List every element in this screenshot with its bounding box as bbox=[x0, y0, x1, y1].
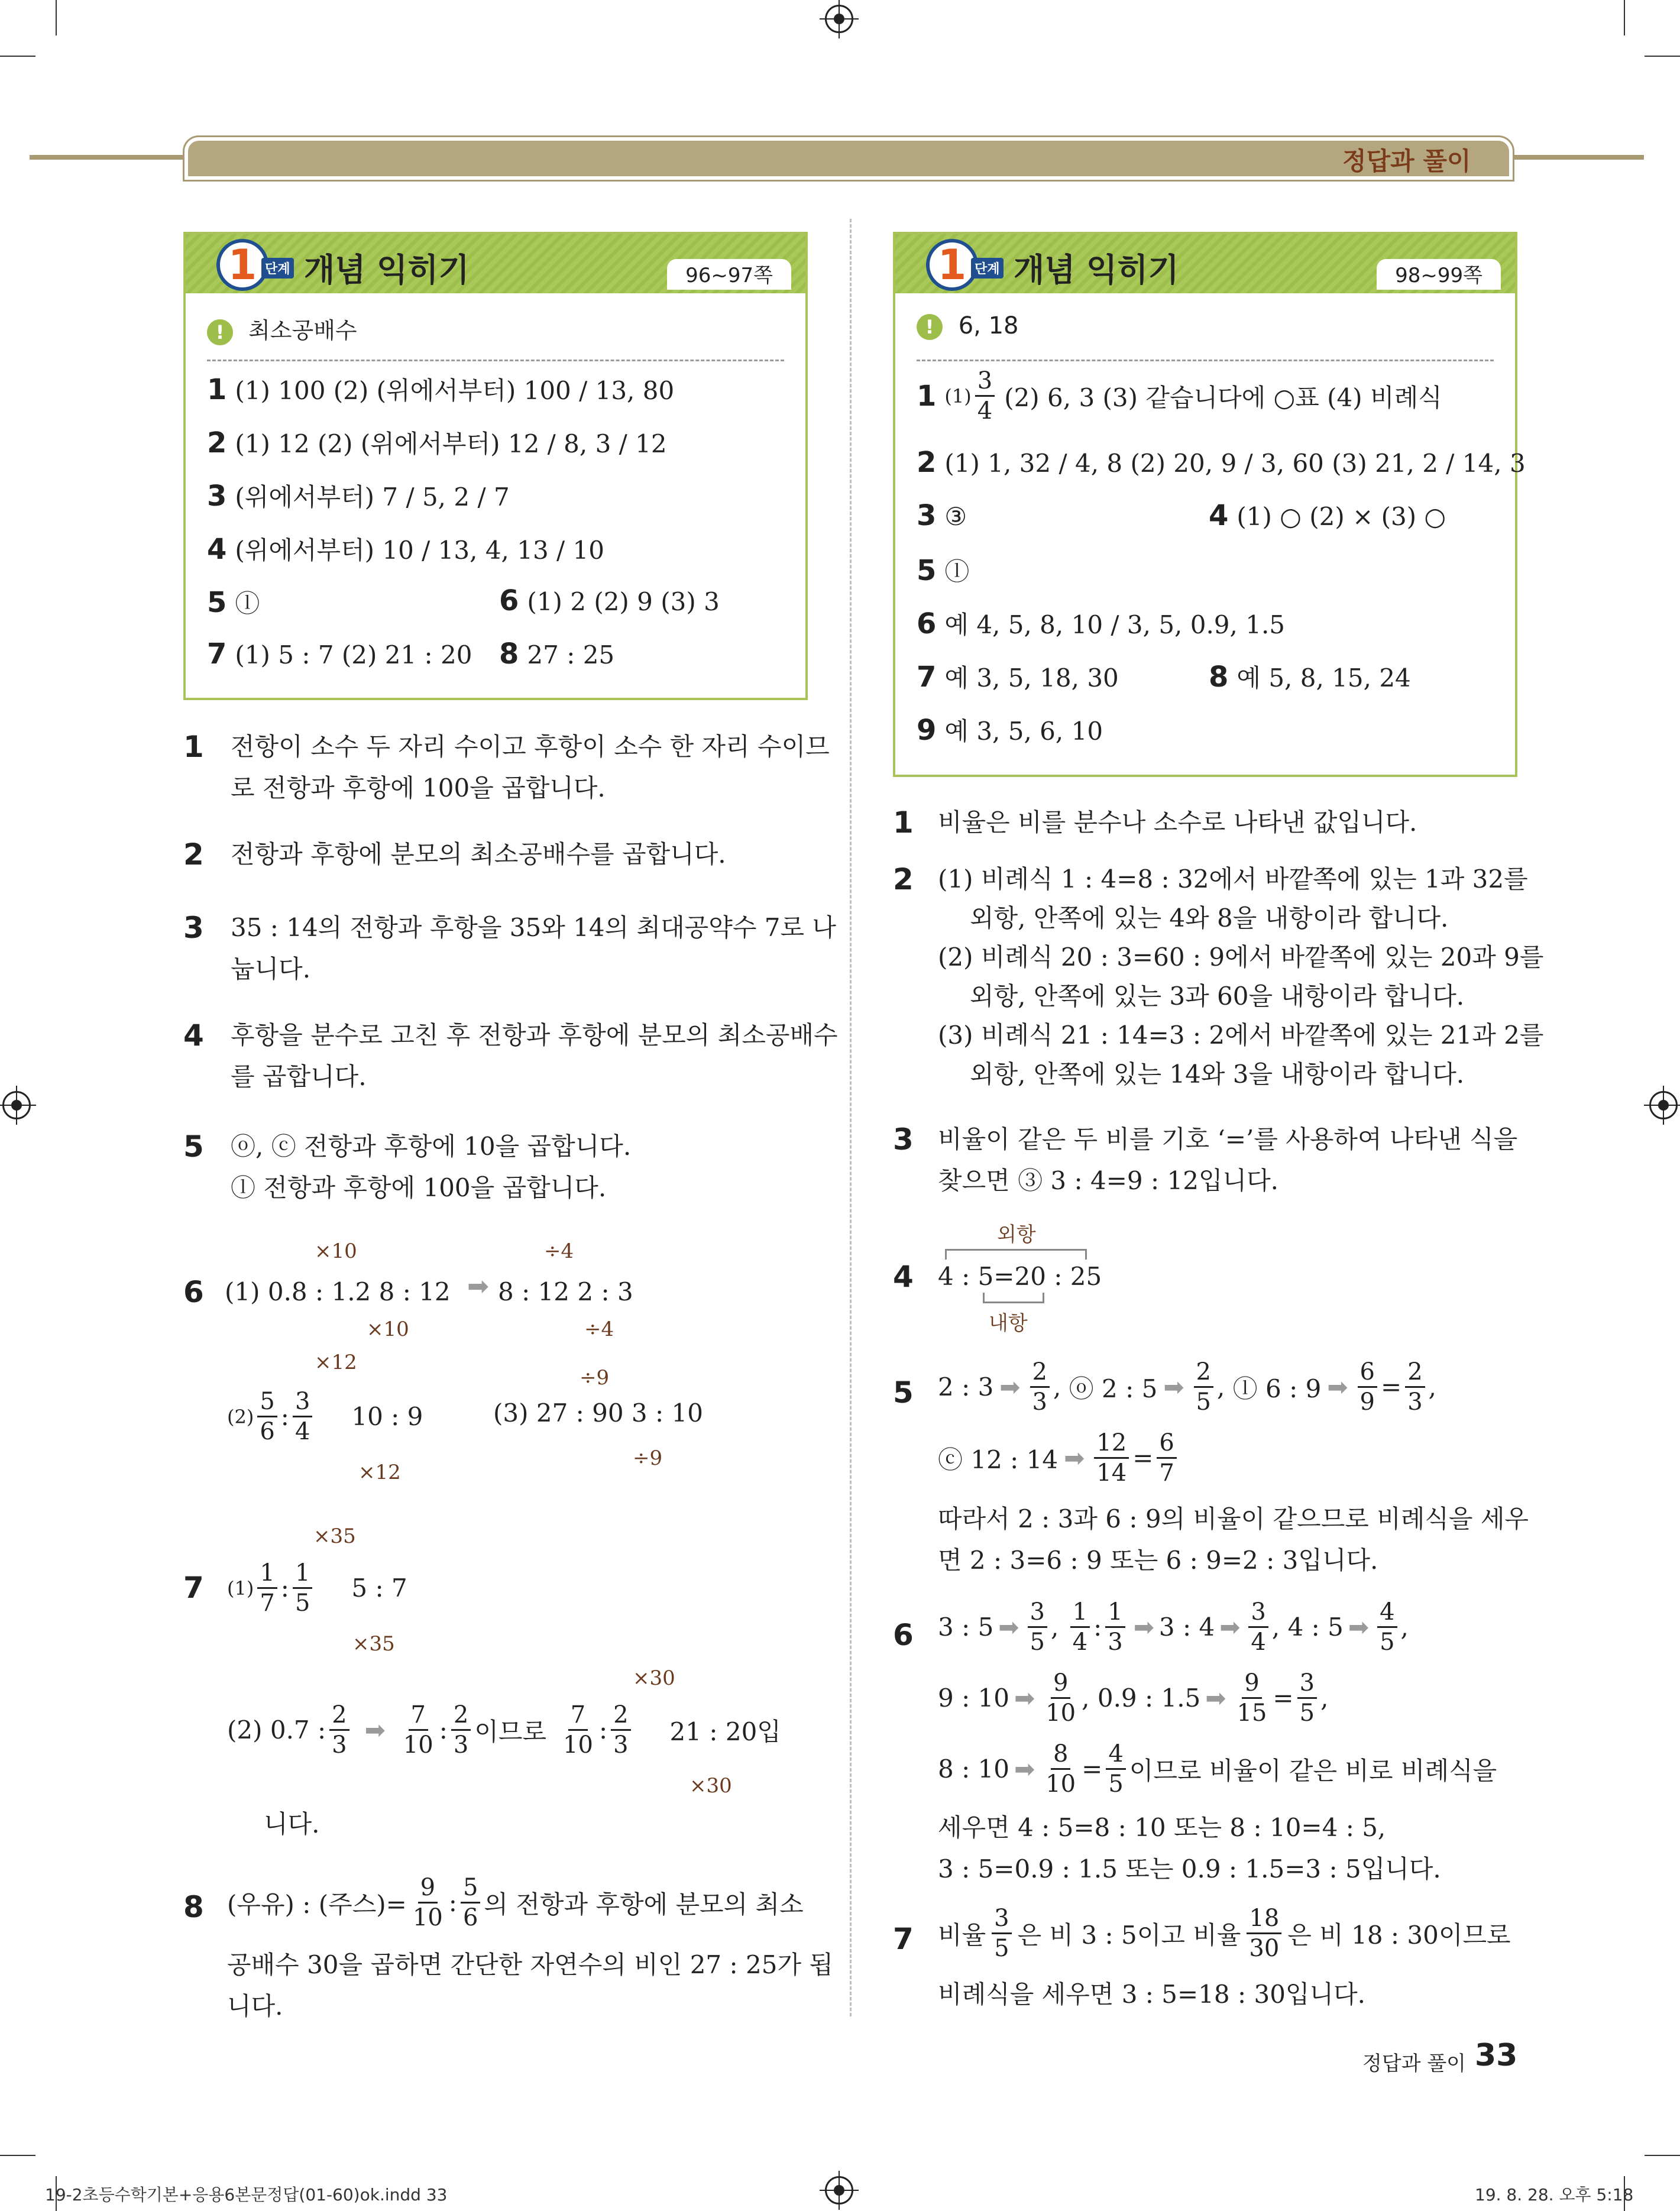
solution-6: 6 (1) 0.8 : 1.2 8 : 12 bbox=[183, 1275, 451, 1309]
inner-term-label: 내항 bbox=[989, 1312, 1028, 1335]
page-number: 33 bbox=[1475, 2038, 1518, 2073]
registration-mark-icon bbox=[825, 2176, 853, 2204]
multiplier-label: ×35 bbox=[313, 1524, 356, 1548]
box-title: 개념 익히기 bbox=[304, 251, 470, 289]
ratio: 8 : 12 2 : 3 bbox=[498, 1277, 633, 1306]
solution-6-line4: 세우면 4 : 5=8 : 10 또는 8 : 10=4 : 5, bbox=[938, 1813, 1386, 1842]
answer-row: 8 예 5, 8, 15, 24 bbox=[1209, 661, 1411, 694]
file-info: 19-2초등수학기본+응용6본문정답(01-60)ok.indd 33 bbox=[45, 2185, 448, 2204]
note-text: 최소공배수 bbox=[248, 318, 357, 344]
footer-label: 정답과 풀이 bbox=[1362, 2052, 1467, 2076]
outer-term-bracket bbox=[945, 1249, 1087, 1260]
solution-7-line1: 비율 $\frac{3}{5}$ 은 비 3 : 5이고 비율 $\frac{18}{30}$ 은 비 18 : 30이므로 bbox=[938, 1905, 1511, 1962]
solution-8-line3: 니다. bbox=[227, 1992, 283, 2021]
solution-2: 2 (1) 비례식 1 : 4=8 : 32에서 바깥쪽에 있는 1과 32를 외항, 안쪽에 있는 4와 8을 내항이라 합니다. (2) 비례식 20 : 3=60 : 9에서 바깥쪽에 있는 20과 9를 외항, 안쪽에 있는 3과 60을 내항이라 합니다. (3) 비례식 21 : 14=3 : 2에서 바깥쪽에 있는 21과 2를 외항, 안쪽에 있는 14와 3을 내항이라 합니다. bbox=[893, 862, 1544, 1089]
crop-mark bbox=[0, 56, 35, 57]
arrow-icon: ➡ bbox=[364, 1715, 386, 1744]
answer-row: 4 (위에서부터) 10 / 13, 4, 13 / 10 bbox=[207, 533, 604, 566]
crop-mark bbox=[0, 2155, 35, 2156]
multiplier-label: ×12 bbox=[315, 1351, 357, 1374]
solution-6-line2: 9 : 10 ➡ $\frac{9}{10}$ , 0.9 : 1.5 ➡ $\frac{9}{15}$ = $\frac{3}{5}$ , bbox=[938, 1669, 1329, 1727]
multiplier-label: ×10 bbox=[367, 1317, 409, 1341]
page-range: 96~97쪽 bbox=[667, 259, 791, 290]
answer-row: 1 (1) $\frac{3}{4}$ (2) 6, 3 (3) 같습니다에 ○표 (4) 비례식 bbox=[917, 367, 1442, 425]
solution-8-line1: (우유) : (주스)= $\frac{9}{10}$ : $\frac{5}{6}$ 의 전항과 후항에 분모의 최소 bbox=[227, 1874, 804, 1931]
divider bbox=[917, 360, 1494, 361]
answer-row: 3 (위에서부터) 7 / 5, 2 / 7 bbox=[207, 480, 510, 513]
solution-3: 3 35 : 14의 전항과 후항을 35와 14의 최대공약수 7로 나 눕니다. bbox=[183, 911, 836, 983]
answer-row: 7 예 3, 5, 18, 30 bbox=[917, 661, 1119, 694]
answer-row: 7 (1) 5 : 7 (2) 21 : 20 bbox=[207, 637, 472, 671]
solution-5-line2: ⓒ 12 : 14 ➡ $\frac{12}{14}$ = $\frac{6}{7}$ bbox=[938, 1431, 1180, 1485]
header-title: 정답과 풀이 bbox=[1342, 147, 1471, 176]
note-row bbox=[207, 312, 357, 345]
inner-term-bracket bbox=[983, 1293, 1044, 1303]
solution-6-3: (3) 27 : 90 3 : 10 bbox=[493, 1399, 703, 1427]
solution-5-line1: 2 : 3 ➡ $\frac{2}{3}$ , ⓞ 2 : 5 ➡ $\frac{2}{5}$ , ⓛ 6 : 9 ➡ $\frac{6}{9}$ = $\frac{2}{3}$ , bbox=[938, 1358, 1436, 1416]
solution-1: 1 비율은 비를 분수나 소수로 나타낸 값입니다. bbox=[893, 805, 1417, 840]
print-date: 19. 8. 28. 오후 5:18 bbox=[1475, 2185, 1634, 2204]
multiplier-label: ×30 bbox=[690, 1774, 732, 1798]
multiplier-label: ×10 bbox=[315, 1239, 357, 1263]
multiplier-label: ×12 bbox=[358, 1461, 401, 1484]
registration-mark-icon bbox=[1649, 1091, 1678, 1119]
answer-row: 6 예 4, 5, 8, 10 / 3, 5, 0.9, 1.5 bbox=[917, 607, 1286, 640]
exclamation-icon: ! bbox=[207, 319, 233, 345]
outer-term-label: 외항 bbox=[997, 1223, 1036, 1247]
solution-4: 4 후항을 분수로 고친 후 전항과 후항에 분모의 최소공배수 를 곱합니다. bbox=[183, 1018, 838, 1091]
column-divider bbox=[850, 219, 852, 2016]
solution-7-2: (2) 0.7 : $\frac{2}{3}$ ➡ $\frac{7}{10}$ : $\frac{2}{3}$ 이므로 $\frac{7}{10}$ : $\frac{2}{3}$ 21 : 20입 bbox=[227, 1701, 781, 1759]
solution-5-line3: 따라서 2 : 3과 6 : 9의 비율이 같으므로 비례식을 세우 bbox=[938, 1504, 1529, 1533]
solution-2: 2 전항과 후항에 분모의 최소공배수를 곱합니다. bbox=[183, 837, 726, 872]
answer-row: 4 (1) ○ (2) × (3) ○ bbox=[1209, 499, 1446, 532]
exclamation-icon: ! bbox=[917, 314, 943, 340]
note-row bbox=[917, 312, 1019, 340]
page-range: 98~99쪽 bbox=[1377, 259, 1501, 290]
multiplier-label: ×30 bbox=[633, 1666, 675, 1690]
right-answer-box bbox=[893, 232, 1526, 777]
solution-6-2: (2) $\frac{5}{6}$ : $\frac{3}{4}$ 10 : 9 bbox=[227, 1388, 423, 1445]
note-text: 6, 18 bbox=[958, 312, 1019, 339]
stage-tag: 단계 bbox=[971, 258, 1004, 279]
box-title: 개념 익히기 bbox=[1014, 251, 1179, 289]
solution-3: 3 비율이 같은 두 비를 기호 ‘=’를 사용하여 나타낸 식을 찾으면 ③ 3 : 4=9 : 12입니다. bbox=[893, 1122, 1518, 1195]
answer-row: 2 (1) 1, 32 / 4, 8 (2) 20, 9 / 3, 60 (3) 21, 2 / 14, 3 bbox=[917, 446, 1526, 479]
stage-tag: 단계 bbox=[261, 258, 294, 279]
solution-4: 4 4 : 5=20 : 25 bbox=[893, 1260, 1102, 1294]
stage-number: 1 bbox=[926, 239, 978, 291]
answer-row: 6 (1) 2 (2) 9 (3) 3 bbox=[499, 584, 720, 617]
registration-mark-icon bbox=[825, 5, 853, 33]
header-band bbox=[184, 137, 1513, 180]
crop-mark bbox=[1645, 56, 1680, 57]
arrow-icon: ➡ bbox=[467, 1271, 489, 1302]
solution-8-line2: 공배수 30을 곱하면 간단한 자연수의 비인 27 : 25가 됩 bbox=[227, 1950, 833, 1979]
answer-row: 5 ⓛ bbox=[207, 586, 260, 619]
continuation-text: 니다. bbox=[264, 1809, 320, 1838]
solution-5-line4: 면 2 : 3=6 : 9 또는 6 : 9=2 : 3입니다. bbox=[938, 1546, 1378, 1575]
registration-mark-icon bbox=[2, 1091, 31, 1119]
divisor-label: ÷9 bbox=[633, 1446, 663, 1470]
stage-number: 1 bbox=[216, 239, 268, 291]
crop-mark bbox=[1624, 0, 1625, 35]
multiplier-label: ×35 bbox=[352, 1632, 395, 1656]
answer-row: 1 (1) 100 (2) (위에서부터) 100 / 13, 80 bbox=[207, 373, 675, 406]
answer-row: 5 ⓛ bbox=[917, 554, 970, 587]
divisor-label: ÷4 bbox=[544, 1239, 574, 1263]
solution-5: 5 ⓞ, ⓒ 전항과 후항에 10을 곱합니다. ⓛ 전항과 후항에 100을 곱합니다. bbox=[183, 1129, 632, 1202]
answer-row: 9 예 3, 5, 6, 10 bbox=[917, 714, 1103, 747]
solution-6-line5: 3 : 5=0.9 : 1.5 또는 0.9 : 1.5=3 : 5입니다. bbox=[938, 1854, 1441, 1883]
divider bbox=[207, 360, 784, 361]
divisor-label: ÷9 bbox=[580, 1366, 610, 1390]
solution-7-line2: 비례식을 세우면 3 : 5=18 : 30입니다. bbox=[938, 1980, 1365, 2009]
left-answer-box bbox=[183, 232, 808, 700]
divisor-label: ÷4 bbox=[584, 1317, 614, 1341]
solution-6-line1: 3 : 5 ➡ $\frac{3}{5}$ , $\frac{1}{4}$ : $\frac{1}{3}$ ➡ 3 : 4 ➡ $\frac{3}{4}$ , 4 : 5 ➡ $\frac{4}{5}$ , bbox=[938, 1598, 1409, 1656]
answer-row: 2 (1) 12 (2) (위에서부터) 12 / 8, 3 / 12 bbox=[207, 426, 667, 459]
solution-7-1: (1) $\frac{1}{7}$ : $\frac{1}{5}$ 5 : 7 bbox=[227, 1559, 407, 1617]
solution-1: 1 전항이 소수 두 자리 수이고 후항이 소수 한 자리 수이므 로 전항과 후항에 100을 곱합니다. bbox=[183, 730, 830, 802]
answer-row: 3 ③ bbox=[917, 499, 967, 532]
solution-6-line3: 8 : 10 ➡ $\frac{8}{10}$ = $\frac{4}{5}$ 이므로 비율이 같은 비로 비례식을 bbox=[938, 1740, 1497, 1798]
crop-mark bbox=[56, 0, 57, 35]
answer-row: 8 27 : 25 bbox=[499, 637, 615, 671]
crop-mark bbox=[1645, 2155, 1680, 2156]
